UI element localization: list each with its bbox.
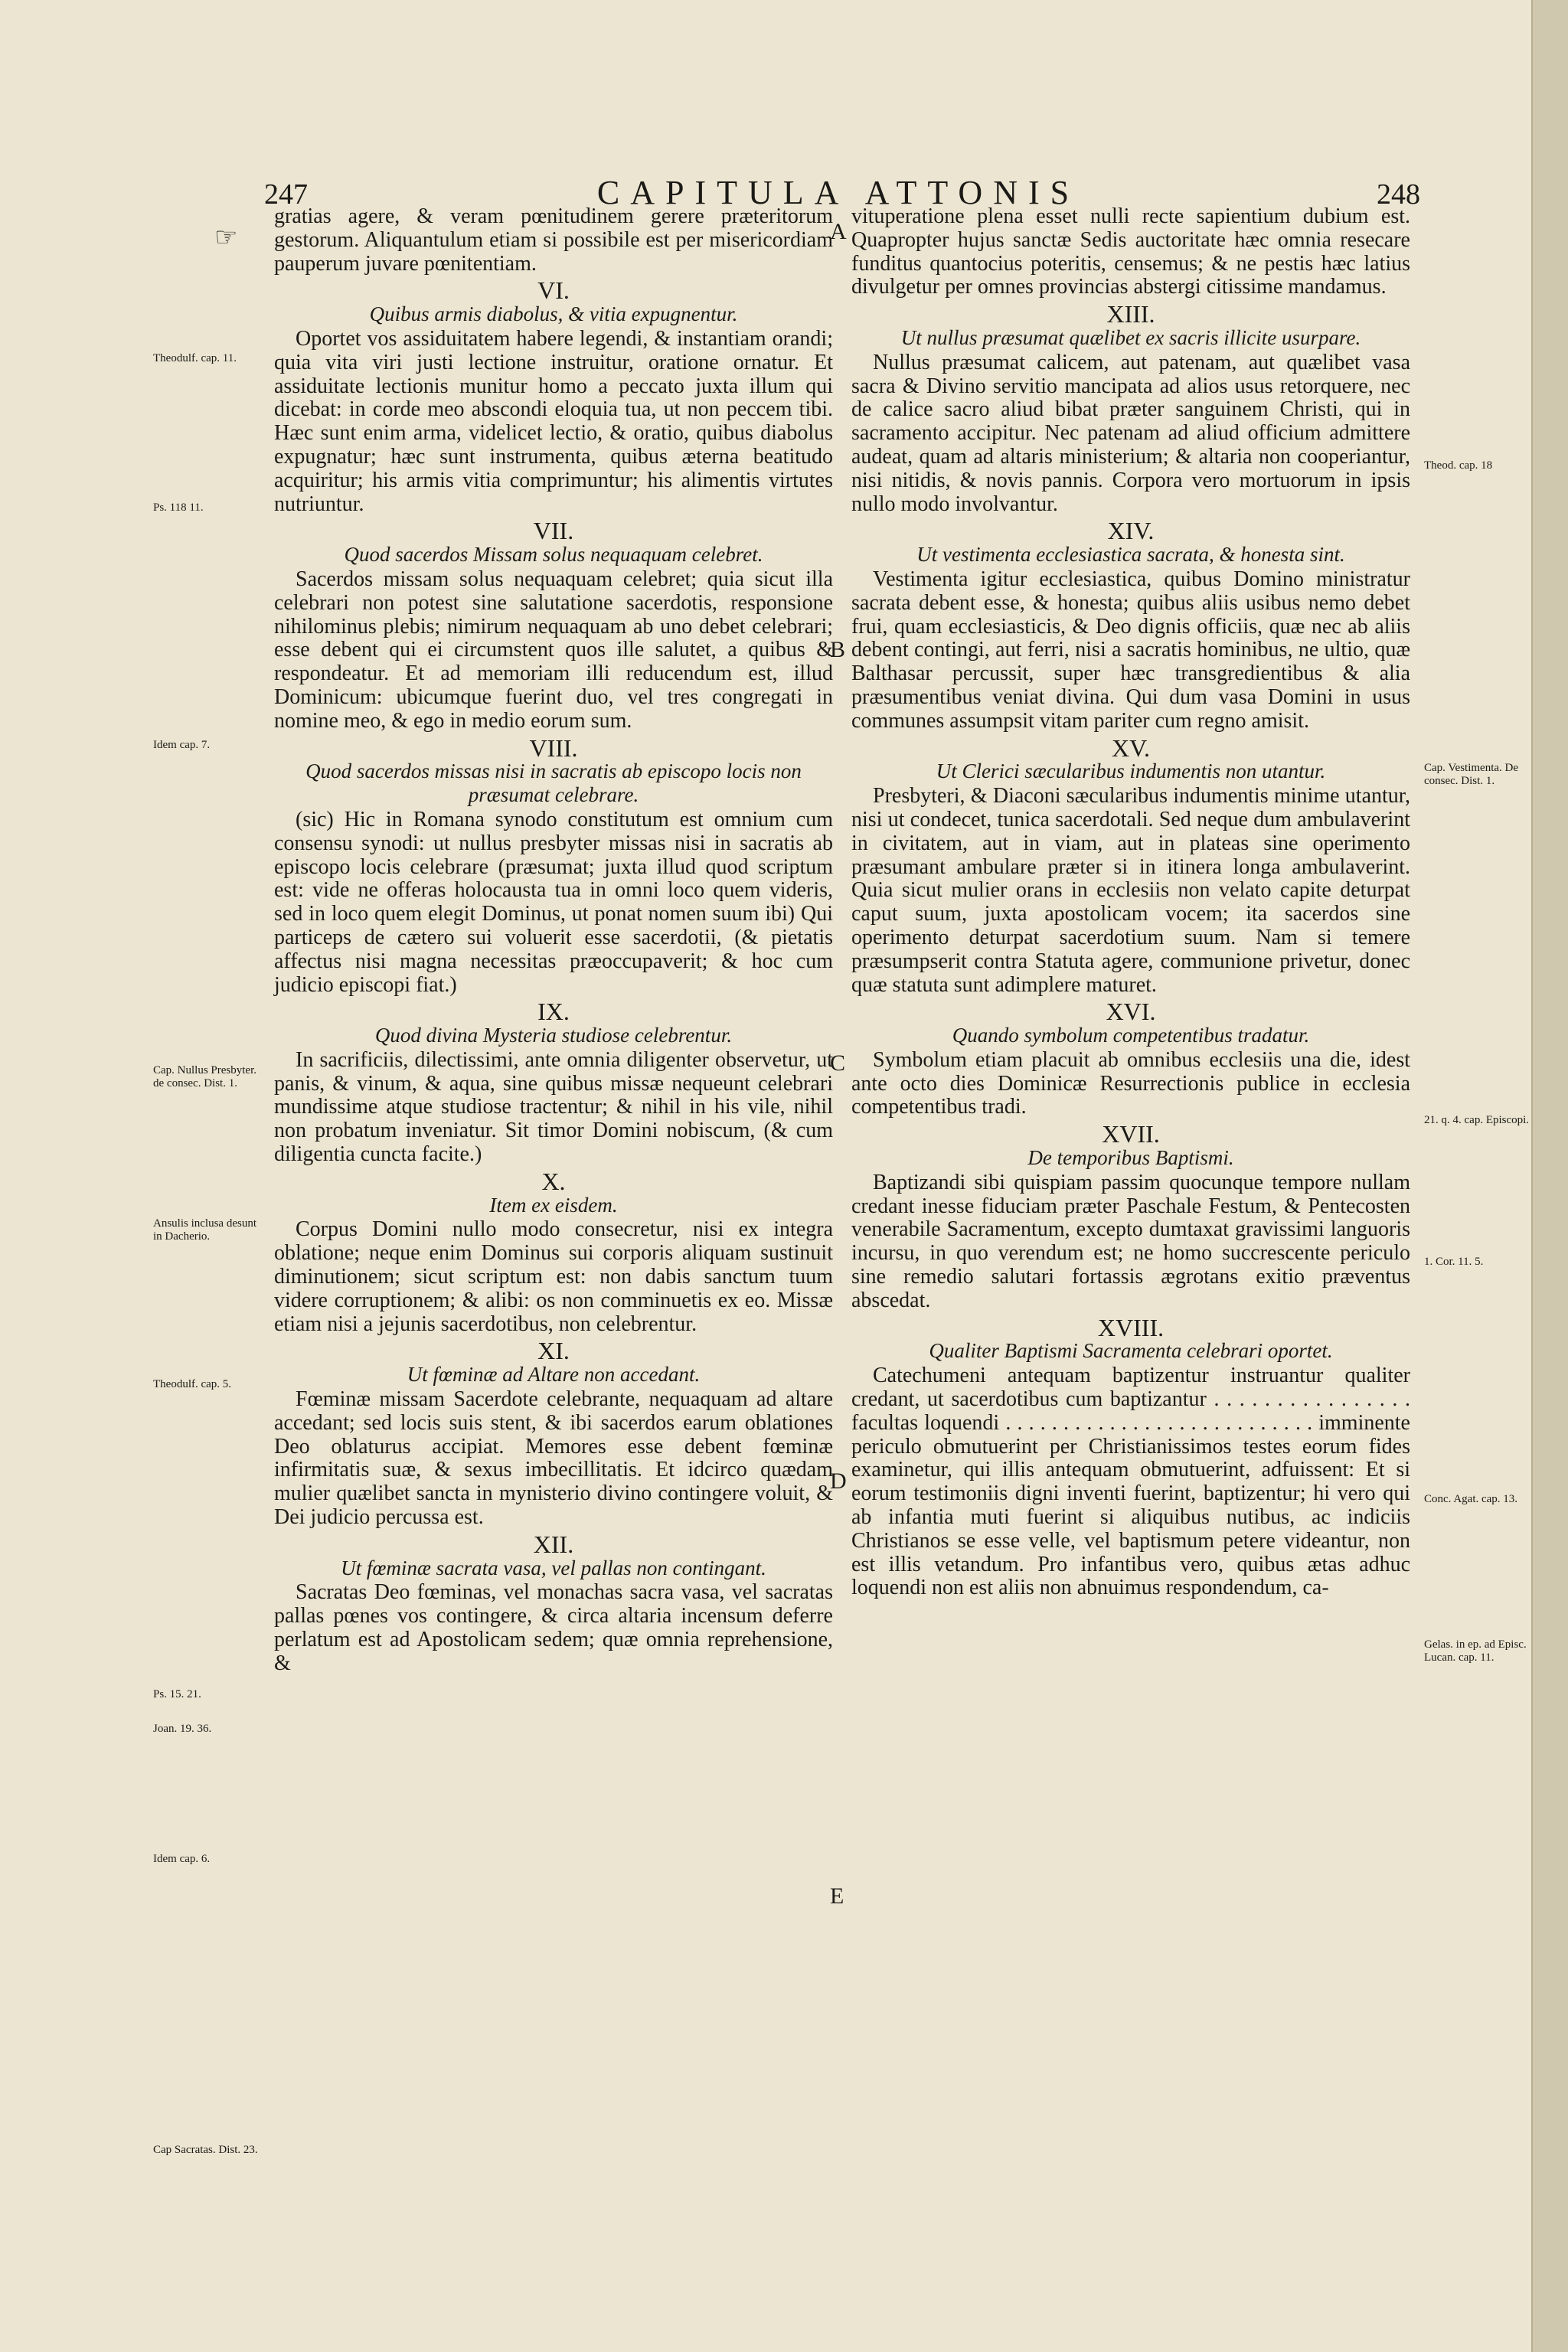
chapter-number: XVIII. xyxy=(1097,1313,1165,1341)
paragraph: Sacratas Deo fœminas, vel monachas sacra vasa, vel sacratas pallas pœnes vos contingere, & circa altaria incensum deferre perlatum est ad Apostolicam sedem; quæ omnia reprehensione, & xyxy=(274,1580,833,1675)
chapter-title: Quibus armis diabolus, & vitia expugnentur. xyxy=(369,302,738,326)
page-number-left: 247 xyxy=(264,178,308,211)
marginal-note: Ansulis inclusa desunt in Dacherio. xyxy=(153,1217,256,1243)
section-letter: C xyxy=(830,1050,846,1076)
left-text-column xyxy=(274,205,833,1676)
section-letter: B xyxy=(830,637,846,662)
paragraph: gratias agere, & veram pœnitudinem gerere præteritorum gestorum. Aliquantulum etiam si possibile est per misericordiam pauperum juvare pœnitentiam. xyxy=(274,204,833,276)
chapter-title: Qualiter Baptismi Sacramenta celebrari oportet. xyxy=(929,1339,1333,1363)
chapter-title: Ut nullus præsumat quælibet ex sacris illicite usurpare. xyxy=(900,325,1361,349)
marginal-note: Idem cap. 6. xyxy=(153,1853,211,1865)
marginal-note: Cap. Vestimenta. De consec. Dist. 1. xyxy=(1424,762,1519,787)
marginal-note: Cap Sacratas. Dist. 23. xyxy=(153,2144,258,2156)
chapter-number: XVI. xyxy=(1106,998,1156,1026)
page-number-right: 248 xyxy=(1377,178,1420,211)
section-letter: D xyxy=(830,1468,847,1494)
chapter-number: XII. xyxy=(533,1530,574,1558)
marginal-note: Gelas. in ep. ad Episc. Lucan. cap. 11. xyxy=(1424,1638,1527,1664)
marginal-note: Theodulf. cap. 5. xyxy=(153,1378,232,1390)
chapter-title: Item ex eisdem. xyxy=(489,1193,618,1217)
paragraph: Symbolum etiam placuit ab omnibus ecclesiis una die, idest ante octo dies Dominicæ Resurrectionis publice in ecclesia competentibus tradi. xyxy=(851,1047,1410,1119)
section-letter: A xyxy=(830,219,847,244)
paragraph: Sacerdos missam solus nequaquam celebret; quia sicut illa celebrari non potest sine salutatione sacerdotis, responsione nihilominus plebis; nimirum nequaquam ab uno debet celebrari; esse debent qui ei circumstent quos ille salutet, a quibus & respondeatur. Et ad memoriam illi reducendum est, illud Dominicum: ubicumque fuerint duo, vel tres congregati in nomine meo, & ego in medio eorum sum. xyxy=(274,567,833,733)
paragraph: Catechumeni antequam baptizentur instruantur qualiter credant, ut sacerdotibus cum baptizantur . . . . . . . . . . . . . . . . facultas loquendi . . . . . . . . . . . . . . . . . . . . . . . . . . . imminente periculo obmutuerint per Christianissimos testes eorum fides examinetur, qui illis antequam obmutuerint, adfuissent: Et si eorum testimoniis digni inventi fuerint, baptizentur; hi vero qui ab infantia muti fuerint si aliquibus nutibus, ac indiciis Christianos se esse velle, vel baptismum petere videantur, non est illis vetandum. Pro infantibus vero, quibus ætas adhuc loquendi non est aliis non abnuimus respondendum, ca- xyxy=(851,1364,1410,1600)
chapter-number: XVII. xyxy=(1102,1120,1160,1148)
marginal-note: Theod. cap. 18 xyxy=(1424,459,1493,472)
section-letter: E xyxy=(830,1883,844,1909)
marginal-note: Ps. 15. 21. xyxy=(153,1688,201,1700)
chapter-title: Quando symbolum competentibus tradatur. xyxy=(952,1024,1310,1047)
paragraph: Baptizandi sibi quispiam passim quocunque tempore nullam credant inesse fiduciam præter Paschale Festum, & Pentecosten venerabile Sacramentum, excepto dumtaxat gravissimi languoris incursu, in quo verendum est; ne homo succrescente periculo sine remedio salutari fortassis ægrotans exitio præventus abscedat. xyxy=(851,1170,1410,1312)
chapter-number: VI. xyxy=(537,276,570,305)
chapter-number: XI. xyxy=(537,1337,570,1365)
marginal-note: Joan. 19. 36. xyxy=(153,1723,212,1735)
paragraph: Fœminæ missam Sacerdote celebrante, nequaquam ad altare accedant; sed locis suis stent, & ibi sacerdos earum oblationes Deo oblaturus accipiat. Memores esse debent fœminæ infirmitatis suæ, & sexus imbecillitatis. Et idcirco quædam mulier quælibet sancta in mynisterio divino contingere voluit, & Dei judicio percussa est. xyxy=(274,1387,833,1530)
chapter-number: X. xyxy=(541,1167,566,1195)
right-text-column xyxy=(851,205,1410,1600)
paragraph: Vestimenta igitur ecclesiastica, quibus Domino ministratur sacrata debent esse, & honesta; quibus aliis usibus nemo debet frui, quam ecclesiasticis, & Deo dignis officiis, quæ nec ab aliis debent contingi, aut ferri, nisi a sacratis hominibus, ne ultio, quæ Balthasar percussit, super hæc transgredientibus & alia præsumentibus veniat divina. Qui dum vasa Domini in usus communes assumpsit vitam pariter cum regno amisit. xyxy=(851,567,1410,733)
paragraph: Nullus præsumat calicem, aut patenam, aut quælibet vasa sacra & Divino servitio mancipata ad alios usus retorquere, nec de calice sacro aliud bibat præter sanguinem Christi, qui in sacramento accipitur. Nec patenam ad aliud officium admittere audeat, quam ad altaris ministerium; & altaria non cooperiantur, nisi nitidis, & novis pannis. Corpora vero mortuorum in ipsis nullo modo involvantur. xyxy=(851,350,1410,516)
chapter-number: IX. xyxy=(537,998,570,1026)
paragraph: Presbyteri, & Diaconi sæcularibus indumentis minime utantur, nisi ut condecet, tunica sacerdotali. Sed neque dum ambulaverint in civitatem, aut in viam, aut in plateas sine operimento præsumant ambulare præter si in itinera longa ambulaverint. Quia sicut mulier orans in ecclesiis non velato capite deturpat caput suum, juxta apostolicam vocem; ita sacerdos sine operimento deturpat sacerdotium suum. Nam si temere præsumpserit contra Statuta agere, communione privetur, donec quæ statuta sunt adimplere maturet. xyxy=(851,784,1410,997)
next-page-edge xyxy=(1531,0,1568,2352)
marginal-note: 1. Cor. 11. 5. xyxy=(1424,1256,1484,1268)
chapter-title: Ut fœminæ sacrata vasa, vel pallas non contingant. xyxy=(341,1556,766,1579)
paragraph: (sic) Hic in Romana synodo constitutum est omnium cum consensu synodi: ut nullus presbyter missas nisi in sacratis ab episcopo locis celebrare (præsumat; juxta illud quod scriptum est: vide ne offeras holocausta tua in omni loco quem videris, sed in loco quem elegit Dominus, ut ponat nomen suum ibi) Qui particeps de cætero sui voluerit esse sacerdotii, (& pietatis affectus nisi magna necessitas præoccupaverit; & hoc cum judicio episcopi fiat.) xyxy=(274,807,833,997)
marginal-note: 21. q. 4. cap. Episcopi. xyxy=(1424,1114,1530,1126)
chapter-number: XIV. xyxy=(1107,517,1155,545)
chapter-title: Quod divina Mysteria studiose celebrentur. xyxy=(374,1024,733,1047)
pointing-hand-icon: ☞ xyxy=(214,224,238,252)
running-title: CAPITULA ATTONIS xyxy=(596,174,1080,211)
chapter-number: XV. xyxy=(1111,733,1151,762)
paragraph: vituperatione plena esset nulli recte sapientium dubium est. Quapropter hujus sanctæ Sedis auctoritate hæc omnia resecare funditus quantocius poteritis, censemus; & ne pestis hæc latius divulgetur per omnes provincias abstergi citissime mandamus. xyxy=(851,204,1410,299)
marginal-note: Idem cap. 7. xyxy=(153,739,211,751)
marginal-note: Ps. 118 11. xyxy=(153,501,204,514)
paragraph: In sacrificiis, dilectissimi, ante omnia diligenter observetur, ut panis, & vinum, & aqua, sine quibus missæ nequeunt celebrari mundissime atque studiose tractentur; & nihil in his vile, nihil non probatum inveniatur. Sit timor Domini nobiscum, (& cum diligentia cuncta facite.) xyxy=(274,1047,833,1167)
paragraph: Oportet vos assiduitatem habere legendi, & instantiam orandi; quia vita viri justi lectione instruitur, oratione ornatur. Et assiduitate lectionis munitur homo a peccato juxta illum qui dicebat: in corde meo abscondi eloquia tua, ut non peccem tibi. Hæc sunt enim arma, videlicet lectio, & oratio, quibus diabolus expugnatur; hæc sunt instrumenta, quibus æterna beatitudo acquiritur; his armis vitia comprimuntur; his alimentis virtutes nutriuntur. xyxy=(274,326,833,516)
chapter-number: VII. xyxy=(533,517,574,545)
chapter-title: Quod sacerdos missas nisi in sacratis ab episcopo locis non præsumat celebrare. xyxy=(305,760,802,807)
chapter-title: Quod sacerdos Missam solus nequaquam celebret. xyxy=(344,543,763,567)
chapter-title: Ut fœminæ ad Altare non accedant. xyxy=(407,1363,701,1387)
chapter-number: XIII. xyxy=(1106,300,1155,328)
chapter-title: De temporibus Baptismi. xyxy=(1027,1146,1234,1170)
marginal-note: Conc. Agat. cap. 13. xyxy=(1424,1493,1518,1505)
paragraph: Corpus Domini nullo modo consecretur, nisi ex integra oblatione; neque enim Dominus sui corporis aliquam sustinuit diminutionem; sicut scriptum est: non dabis sanctum tuum videre corruptionem; & alibi: os non comminuetis ex eo. Missæ etiam nisi a jejunis sacerdotibus, non celebrentur. xyxy=(274,1217,833,1336)
chapter-title: Ut Clerici sæcularibus indumentis non utantur. xyxy=(936,760,1326,783)
marginal-note: Theodulf. cap. 11. xyxy=(153,352,237,364)
chapter-title: Ut vestimenta ecclesiastica sacrata, & honesta sint. xyxy=(916,543,1345,567)
chapter-number: VIII. xyxy=(529,733,578,762)
marginal-note: Cap. Nullus Presbyter. de consec. Dist. 1. xyxy=(153,1064,256,1089)
